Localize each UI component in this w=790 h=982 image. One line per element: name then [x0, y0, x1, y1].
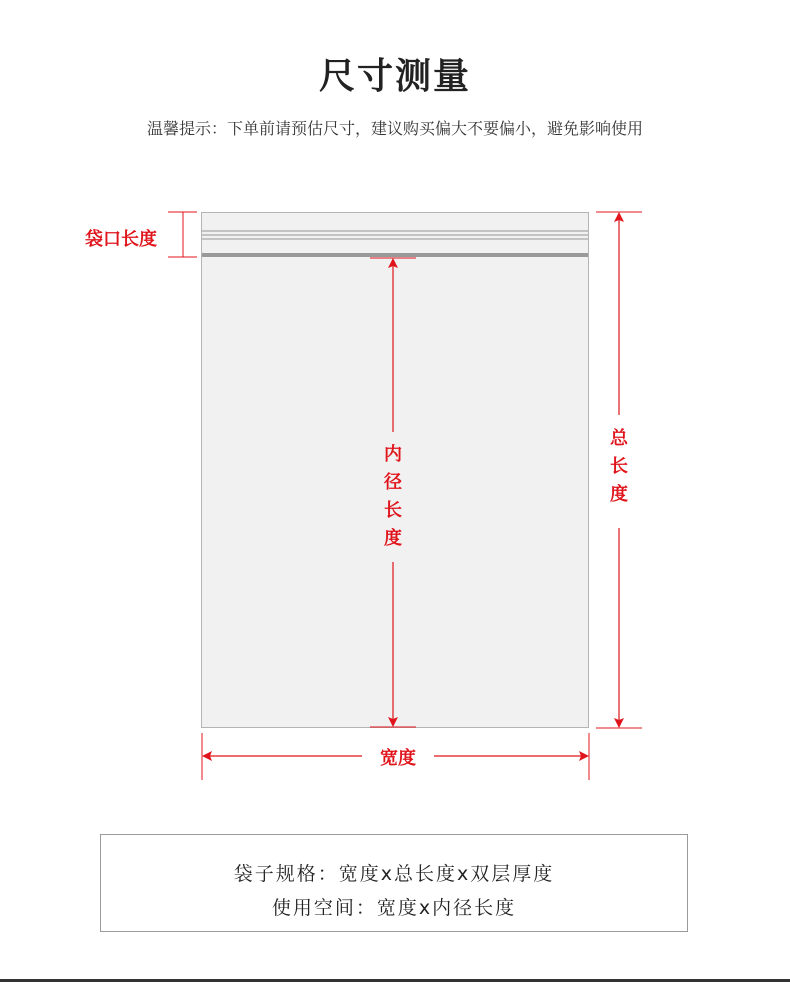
inner-length-char: 度	[384, 528, 402, 549]
seal-line	[202, 253, 588, 257]
total-length-label	[607, 425, 631, 509]
spec-line-usable-space: 使用空间：宽度x内径长度	[271, 897, 517, 919]
mouth-length-label: 袋口长度	[85, 229, 157, 250]
spec-line-bag-size: 袋子规格：宽度x总长度x双层厚度	[233, 863, 555, 885]
spec-box	[100, 834, 688, 932]
total-length-char: 总	[610, 428, 628, 449]
inner-length-char: 长	[384, 500, 402, 521]
page-title: 尺寸测量	[318, 56, 471, 97]
width-label: 宽度	[380, 748, 416, 769]
total-length-char: 长	[610, 456, 628, 477]
inner-length-char: 内	[384, 444, 402, 465]
total-length-char: 度	[610, 484, 628, 505]
tip-text: 温馨提示：下单前请预估尺寸，建议购买偏大不要偏小，避免影响使用	[146, 119, 643, 138]
inner-length-char: 径	[384, 472, 402, 493]
inner-length-label	[381, 441, 405, 553]
